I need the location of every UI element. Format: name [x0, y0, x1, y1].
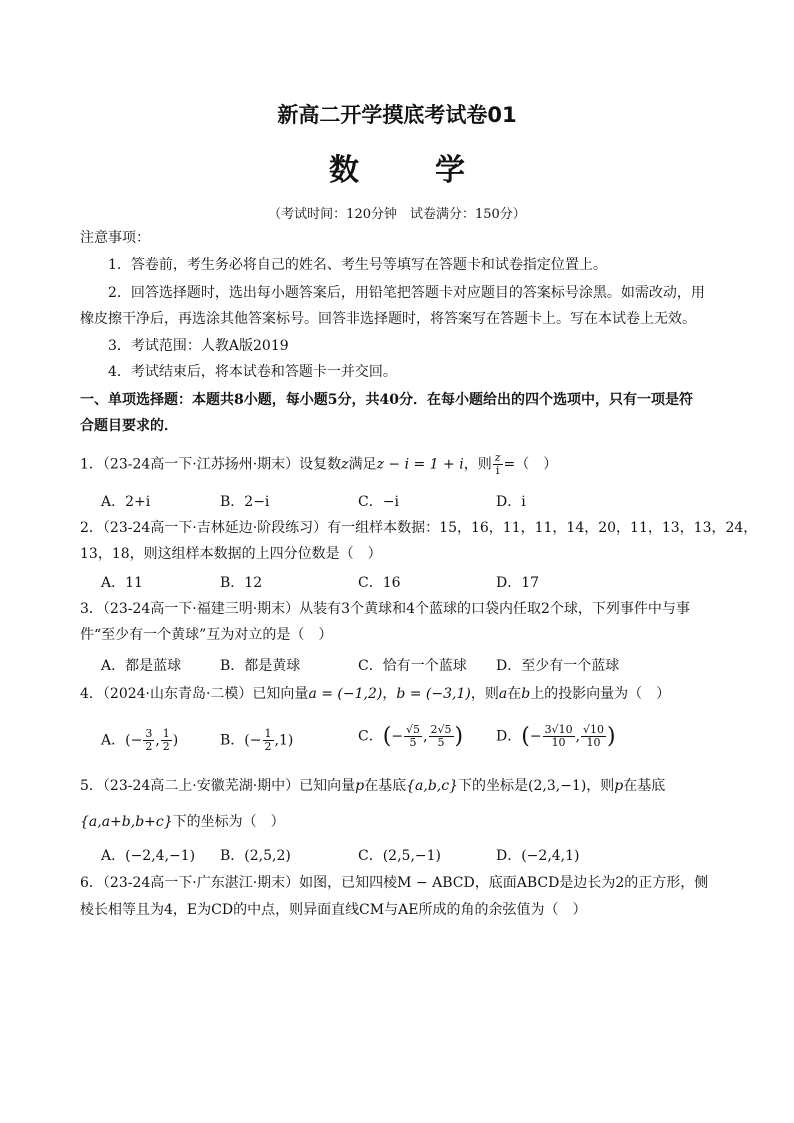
- note-item-3: 3．考试范围：人教A版2019: [108, 338, 289, 354]
- note-item-2-cont: 橡皮擦干净后，再选涂其他答案标号。回答非选择题时，将答案写在答题卡上。写在本试卷上无效。: [80, 311, 696, 327]
- q4-opt-d-den2: 10: [586, 736, 601, 749]
- q1-text-c: ，则: [463, 456, 492, 473]
- q4-vector-b: b = (−3,1): [396, 686, 471, 702]
- q3-option-d: D．至少有一个蓝球: [496, 658, 620, 674]
- q4-opt-d-minus: −: [529, 728, 542, 745]
- q4-opt-a-frac1: [143, 728, 154, 753]
- question-5-stem: [80, 776, 665, 796]
- q5-option-b: B．(2,5,2): [220, 848, 291, 864]
- q4-sep: ，: [382, 686, 397, 702]
- q2-option-c: C．16: [358, 575, 401, 591]
- q4-opt-b-rest: ,1): [274, 732, 294, 749]
- notes-heading: 注意事项：: [80, 230, 150, 246]
- q1-option-a: A．2+i: [101, 494, 151, 510]
- q4-opt-d-open: (: [521, 724, 530, 749]
- q4-opt-c-num1: √5: [406, 723, 421, 736]
- q4-opt-a-close: ): [172, 732, 179, 749]
- q4-opt-d-frac1: [543, 724, 575, 749]
- q5-option-d: D．(−2,4,1): [496, 848, 580, 864]
- q4-opt-c-den2: 5: [437, 736, 445, 749]
- q4-opt-b-den1: 2: [264, 740, 272, 753]
- question-6-stem: 6．（23-24高一下·广东湛江·期末）如图，已知四棱M − ABCD，底面ABCD是边长为2的正方形，侧: [80, 875, 709, 891]
- q4-opt-d-frac2: [581, 724, 606, 749]
- q4-vector-a: a = (−1,2): [308, 686, 383, 702]
- q1-option-d: D．i: [496, 494, 526, 510]
- q5-text-e: 在基底: [623, 778, 666, 794]
- q5-basis-2: {a,a+b,b+c}: [80, 814, 173, 830]
- subject-title: [0, 145, 794, 189]
- q3-option-b: B．都是黄球: [220, 658, 301, 674]
- q1-text-b: 满足: [348, 456, 377, 473]
- q4-opt-d-num2: √10: [583, 723, 605, 736]
- q1-frac-den: i: [495, 464, 500, 477]
- q4-option-d: [496, 724, 616, 749]
- exam-title: 新高二开学摸底考试卷01: [277, 103, 517, 127]
- q4-opt-c-frac1: [404, 724, 422, 749]
- question-5-stem-cont: [80, 812, 285, 832]
- q4-opt-c-minus: −: [391, 728, 404, 745]
- q4-opt-b-label: B．: [220, 732, 245, 749]
- q4-opt-d-close: ): [607, 724, 616, 749]
- q4-opt-a-comma: ,: [155, 732, 160, 749]
- q5-var-p: p: [355, 778, 365, 794]
- q4-text-a: 4．（2024·山东青岛·二模）已知向量: [80, 686, 309, 702]
- q4-opt-a-label: A．: [101, 732, 126, 749]
- note-item-2: 2．回答选择题时，选出每小题答案后，用铅笔把答题卡对应题目的答案标号涂黑。如需改动，用: [108, 285, 705, 301]
- q4-option-b: [220, 728, 293, 753]
- exam-info: （考试时间：120分钟 试卷满分：150分）: [268, 207, 526, 222]
- q4-text-in: 在: [507, 686, 522, 702]
- q5-option-a: A．(−2,4,−1): [101, 848, 196, 864]
- q4-opt-c-label: C．: [358, 728, 383, 745]
- q5-text-b: 在基底: [364, 778, 407, 794]
- q1-var-z: z: [341, 456, 349, 473]
- q2-option-b: B．12: [220, 575, 263, 591]
- q5-option-c: C．(2,5,−1): [358, 848, 441, 864]
- q3-option-c: C．恰有一个蓝球: [358, 658, 467, 674]
- q1-equation: z − i = 1 + i: [376, 456, 464, 473]
- q1-equals: =: [503, 456, 516, 473]
- q4-opt-d-label: D．: [496, 728, 522, 745]
- question-2-stem-cont: 13，18，则这组样本数据的上四分位数是（ ）: [80, 546, 382, 562]
- q1-option-b: B．2−i: [220, 494, 270, 510]
- q1-text-a: 1．（23-24高一下·江苏扬州·期末）设复数: [80, 456, 342, 473]
- q5-text-a: 5．（23-24高二上·安徽芜湖·期中）已知向量: [80, 778, 356, 794]
- q4-opt-b-open: (−: [244, 732, 262, 749]
- question-6-stem-cont: 棱长相等且为4，E为CD的中点，则异面直线CM与AE所成的角的余弦值为（ ）: [80, 902, 587, 918]
- q5-basis-1: {a,b,c}: [406, 778, 459, 794]
- q4-opt-d-comma: ,: [575, 728, 581, 745]
- q4-var-a: a: [498, 686, 508, 702]
- q4-opt-c-open: (: [382, 724, 392, 749]
- q2-option-d: D．17: [496, 575, 540, 591]
- q5-text-d: ，则: [586, 778, 615, 794]
- q5-text-f: 下的坐标为（ ）: [172, 814, 285, 830]
- q4-opt-c-num2: 2√5: [430, 723, 452, 736]
- q4-var-b: b: [521, 686, 531, 702]
- q4-opt-c-den1: 5: [409, 736, 417, 749]
- q5-text-c: 下的坐标是: [458, 778, 529, 794]
- question-2-stem: 2．（23-24高一下·吉林延边·阶段练习）有一组样本数据：15，16，11，11，14，20，11，13，13，24，: [80, 520, 758, 536]
- section-heading-cont: 合题目要求的．: [80, 418, 178, 434]
- q4-opt-c-comma: ,: [423, 728, 428, 745]
- q4-opt-a-frac2: [161, 728, 172, 753]
- q4-opt-a-den1: 2: [145, 740, 153, 753]
- note-item-4: 4．考试结束后，将本试卷和答题卡一并交回。: [108, 364, 397, 380]
- question-4-stem: [80, 684, 670, 704]
- q4-opt-d-den1: 10: [551, 736, 566, 749]
- q4-text-b: ，则: [470, 686, 499, 702]
- subject-char-2: 学: [435, 153, 465, 188]
- q4-opt-b-num1: 1: [264, 727, 272, 740]
- q1-fraction: [493, 452, 503, 477]
- q4-option-c: [358, 724, 463, 749]
- q3-option-a: A．都是蓝球: [101, 658, 182, 674]
- question-3-stem: 3．（23-24高一下·福建三明·期末）从装有3个黄球和4个蓝球的口袋内任取2个球，下列事件中与事: [80, 601, 690, 617]
- q1-text-d: （ ）: [515, 456, 558, 473]
- q1-frac-num: z: [494, 451, 501, 464]
- q1-option-c: C．−i: [358, 494, 399, 510]
- q4-option-a: [101, 728, 178, 753]
- subject-char-1: 数: [329, 153, 359, 188]
- q4-opt-a-den2: 2: [162, 740, 170, 753]
- q2-option-a: A．11: [101, 575, 143, 591]
- q4-opt-b-frac: [263, 728, 274, 753]
- q4-opt-d-num1: 3√10: [544, 723, 573, 736]
- q4-text-c: 上的投影向量为（ ）: [530, 686, 671, 702]
- q4-opt-a-num2: 1: [162, 727, 170, 740]
- q4-opt-a-open: (−: [125, 732, 143, 749]
- q4-opt-c-close: ): [454, 724, 464, 749]
- question-3-stem-cont: 件“至少有一个黄球”互为对立的是（ ）: [80, 627, 333, 643]
- q5-var-p-2: p: [614, 778, 624, 794]
- q4-opt-a-num1: 3: [145, 727, 153, 740]
- q5-coord: (2,3,−1): [528, 778, 587, 794]
- question-1-stem: [80, 452, 557, 477]
- section-heading: 一、单项选择题：本题共8小题，每小题5分，共40分．在每小题给出的四个选项中，只有一项是符: [80, 392, 693, 408]
- q4-opt-c-frac2: [429, 724, 454, 749]
- note-item-1: 1．答卷前，考生务必将自己的姓名、考生号等填写在答题卡和试卷指定位置上。: [108, 257, 607, 273]
